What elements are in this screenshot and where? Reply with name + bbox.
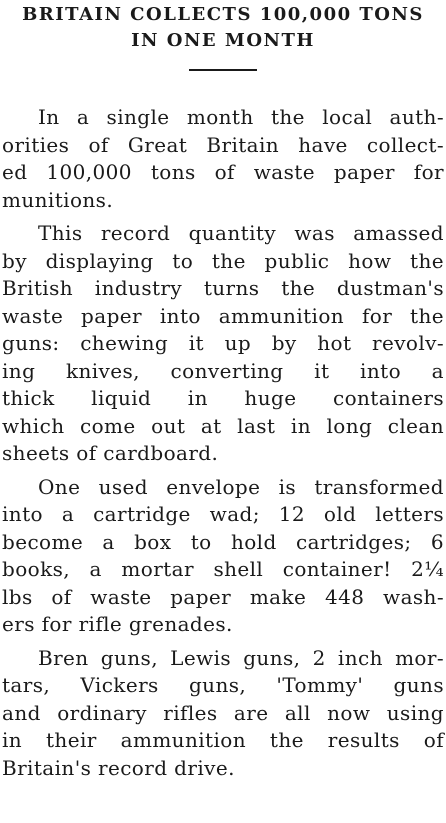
text-line: books, a mortar shell container! 2¼ — [2, 557, 444, 581]
headline-line-1: BRITAIN COLLECTS 100,000 TONS — [22, 4, 424, 25]
text-line: and ordinary rifles are all now using — [2, 700, 444, 725]
text-line: Britain's record drive. — [2, 755, 235, 780]
article-body — [0, 104, 446, 782]
text-line: which come out at last in long clean — [2, 413, 444, 438]
text-line: ed 100,000 tons of waste paper for — [2, 160, 444, 184]
text-line: munitions. — [2, 187, 114, 212]
text-line: ing knives, converting it into a — [2, 358, 444, 383]
text-line: ers for rifle grenades. — [2, 612, 233, 636]
text-line: in their ammunition the results of — [2, 728, 444, 752]
headline — [0, 0, 446, 54]
text-line: sheets of cardboard. — [2, 441, 219, 465]
text-line: Bren guns, Lewis guns, 2 inch mor- — [38, 645, 444, 670]
text-line: British industry turns the dustman's — [2, 276, 444, 300]
text-line: waste paper into ammunition for the — [2, 303, 444, 328]
paragraph — [2, 645, 444, 783]
text-line: tars, Vickers guns, 'Tommy' guns — [2, 673, 444, 697]
text-line: become a box to hold cartridges; 6 — [2, 529, 444, 554]
text-line: thick liquid in huge containers — [2, 386, 444, 410]
paragraph — [2, 104, 444, 214]
text-line: One used envelope is transformed — [38, 474, 444, 499]
text-line: by displaying to the public how the — [2, 248, 444, 273]
headline-divider — [189, 69, 257, 71]
text-line: lbs of waste paper make 448 wash- — [2, 584, 444, 609]
text-line: This record quantity was amassed — [38, 221, 444, 245]
headline-line-2: IN ONE MONTH — [131, 30, 315, 51]
text-line: into a cartridge wad; 12 old letters — [2, 502, 444, 526]
paragraph — [2, 474, 444, 639]
paragraph — [2, 220, 444, 468]
text-line: orities of Great Britain have collect- — [2, 132, 444, 157]
text-line: guns: chewing it up by hot revolv- — [2, 331, 444, 355]
text-line: In a single month the local auth- — [38, 105, 444, 129]
